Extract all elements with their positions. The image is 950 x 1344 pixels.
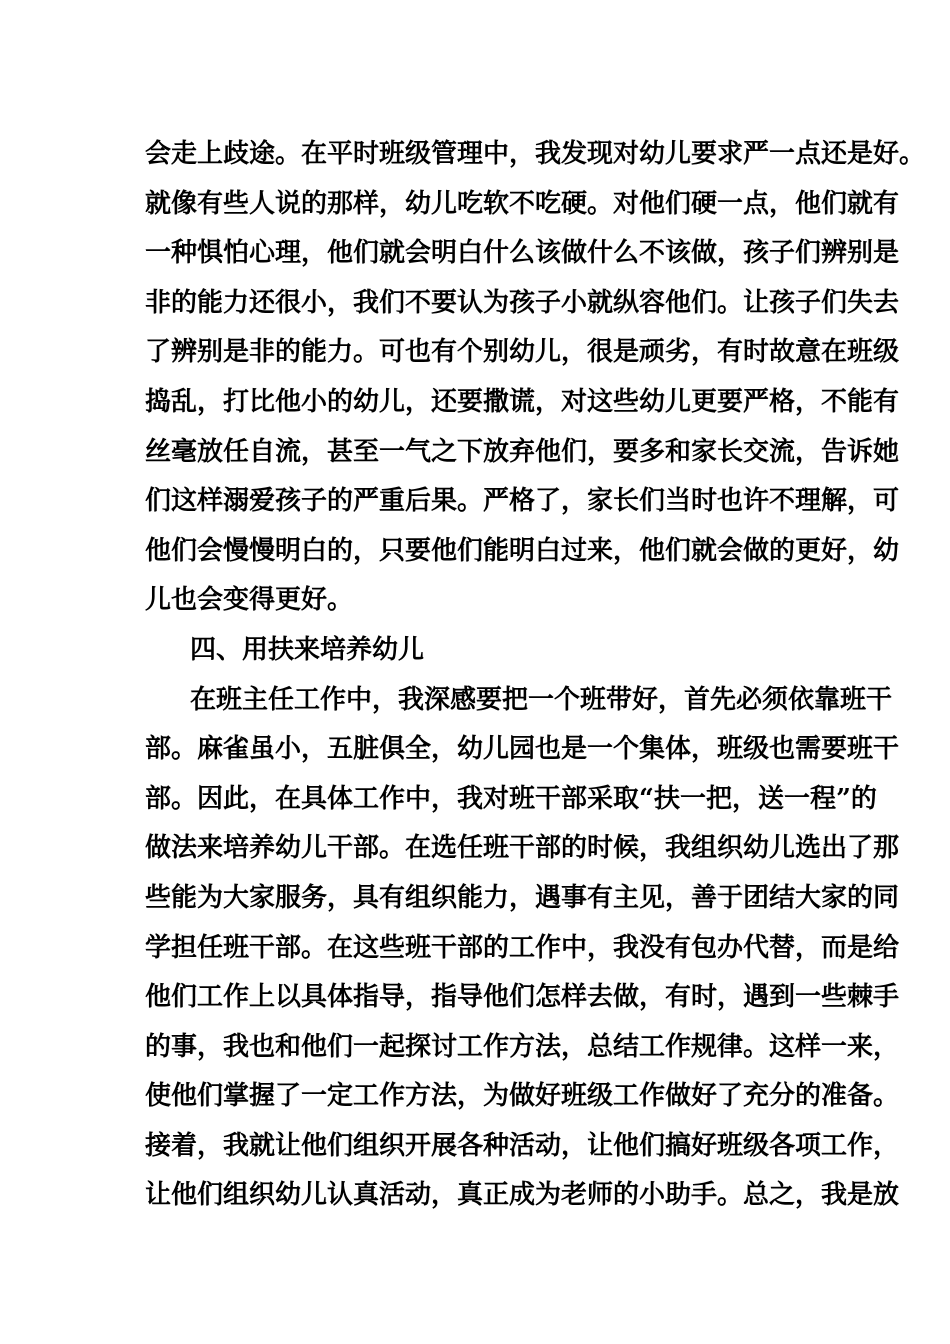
body-text: [145, 130, 926, 1221]
text-line: 让他们组织幼儿认真活动，真正成为老师的小助手。总之，我是放: [145, 1180, 900, 1211]
text-line: 做法来培养幼儿干部。在选任班干部的时候，我组织幼儿选出了那: [145, 833, 900, 864]
text-line: 非的能力还很小，我们不要认为孩子小就纵容他们。让孩子们失去: [145, 287, 900, 318]
text-line: 部。因此，在具体工作中，我对班干部采取“扶一把，送一程”的: [145, 783, 877, 814]
text-line: 儿也会变得更好。: [145, 585, 354, 616]
text-line: 些能为大家服务，具有组织能力，遇事有主见，善于团结大家的同: [145, 882, 900, 913]
section-heading: 四、用扶来培养幼儿: [190, 634, 425, 665]
text-line: 们这样溺爱孩子的严重后果。严格了，家长们当时也许不理解，可: [145, 486, 900, 517]
text-line: 了辨别是非的能力。可也有个别幼儿，很是顽劣，有时故意在班级: [145, 337, 900, 368]
text-line: 接着，我就让他们组织开展各种活动，让他们搞好班级各项工作，: [145, 1130, 900, 1161]
text-line: 会走上歧途。在平时班级管理中，我发现对幼儿要求严一点还是好。: [145, 139, 926, 169]
text-line: 使他们掌握了一定工作方法，为做好班级工作做好了充分的准备。: [145, 1081, 900, 1112]
text-line: 的事，我也和他们一起探讨工作方法，总结工作规律。这样一来，: [145, 1031, 900, 1062]
text-line: 一种惧怕心理，他们就会明白什么该做什么不该做，孩子们辨别是: [145, 238, 900, 269]
text-line: 学担任班干部。在这些班干部的工作中，我没有包办代替，而是给: [145, 932, 900, 963]
text-line: 他们工作上以具体指导，指导他们怎样去做，有时，遇到一些棘手: [145, 982, 900, 1013]
text-line: 捣乱，打比他小的幼儿，还要撒谎，对这些幼儿更要严格，不能有: [145, 386, 900, 417]
text-line: 在班主任工作中，我深感要把一个班带好，首先必须依靠班干: [190, 684, 893, 715]
text-line: 部。麻雀虽小，五脏俱全，幼儿园也是一个集体，班级也需要班干: [145, 734, 900, 765]
text-line: 就像有些人说的那样，幼儿吃软不吃硬。对他们硬一点，他们就有: [145, 188, 900, 219]
text-line: 丝毫放任自流，甚至一气之下放弃他们，要多和家长交流，告诉她: [145, 436, 900, 467]
text-line: 他们会慢慢明白的，只要他们能明白过来，他们就会做的更好，幼: [145, 535, 900, 566]
